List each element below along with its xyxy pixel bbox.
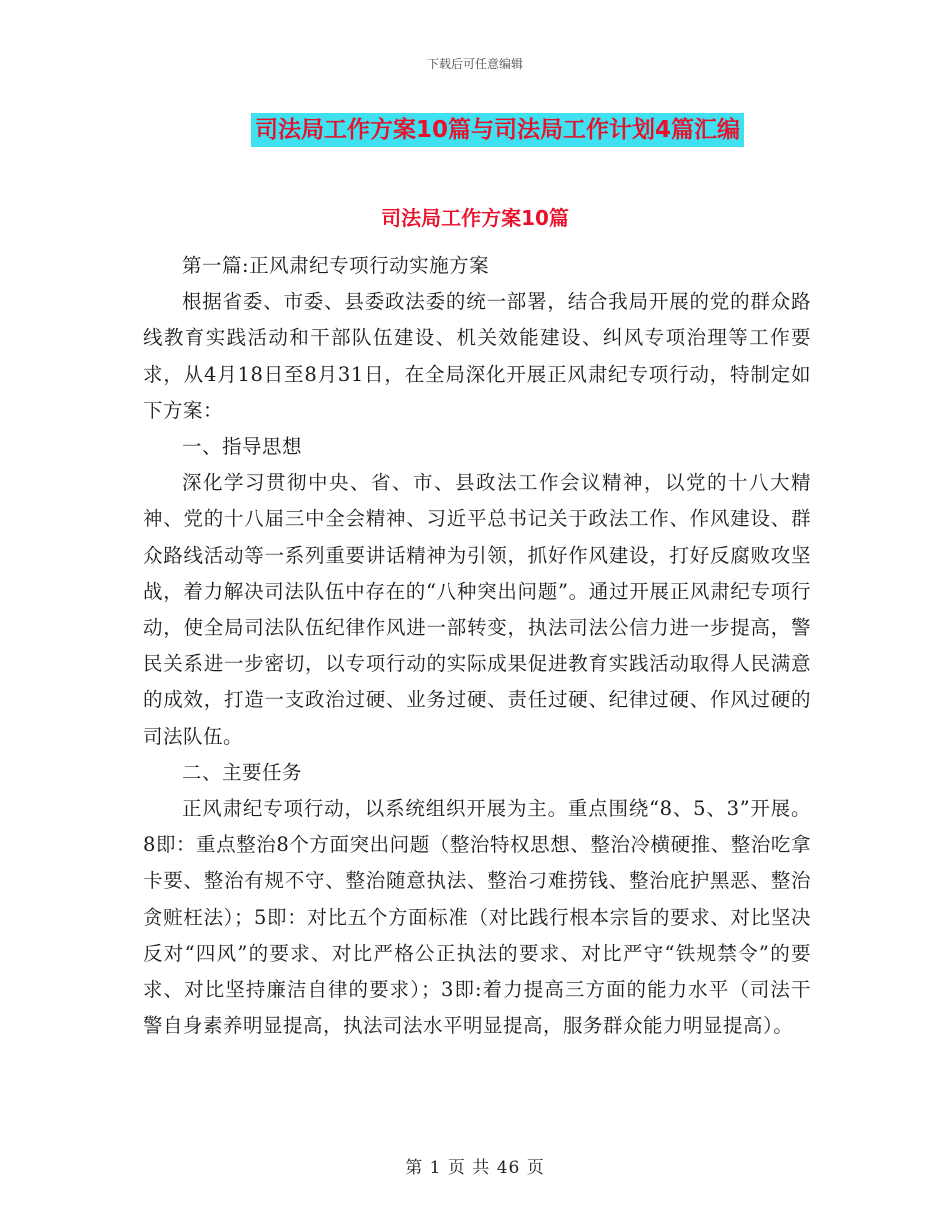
section-title: 司法局工作方案10篇 — [381, 206, 569, 230]
intro-paragraph: 根据省委、市委、县委政法委的统一部署，结合我局开展的党的群众路线教育实践活动和干部队伍建设、机关效能建设、纠风专项治理等工作要求，从4月18日至8月31日，在全局深化开展正风肃纪专项行动，特制定如下方案： — [143, 290, 811, 422]
document-title-wrap — [0, 113, 950, 147]
chapter-heading: 第一篇:正风肃纪专项行动实施方案 — [182, 254, 490, 277]
document-title: 司法局工作方案10篇与司法局工作计划4篇汇编 — [251, 113, 744, 147]
page-footer: 第 1 页 共 46 页 — [405, 1158, 545, 1178]
header-note: 下载后可任意编辑 — [426, 57, 523, 71]
guiding-ideology-paragraph: 深化学习贯彻中央、省、市、县政法工作会议精神，以党的十八大精神、党的十八届三中全会精神、习近平总书记关于政法工作、作风建设、群众路线活动等一系列重要讲话精神为引领，抓好作风建设，打好反腐败攻坚战，着力解决司法队伍中存在的“八种突出问题”。通过开展正风肃纪专项行动，使全局司法队伍纪律作风进一部转变，执法司法公信力进一步提高，警民关系进一步密切，以专项行动的实际成果促进教育实践活动取得人民满意的成效，打造一支政治过硬、业务过硬、责任过硬、纪律过硬、作风过硬的司法队伍。 — [143, 471, 811, 748]
heading-main-tasks: 二、主要任务 — [182, 760, 303, 784]
document-body — [143, 248, 811, 1044]
heading-guiding-ideology: 一、指导思想 — [182, 435, 303, 459]
main-tasks-paragraph: 正风肃纪专项行动，以系统组织开展为主。重点围绕“8、5、3”开展。8即：重点整治8个方面突出问题（整治特权思想、整治冷横硬推、整治吃拿卡要、整治有规不守、整治随意执法、整治刁难捞钱、整治庇护黑恶、整治贪赃枉法）；5即：对比五个方面标准（对比践行根本宗旨的要求、对比坚决反对“四风”的要求、对比严格公正执法的要求、对比严守“铁规禁令”的要求、对比坚持廉洁自律的要求）；3即:着力提高三方面的能力水平（司法干警自身素养明显提高，执法司法水平明显提高，服务群众能力明显提高）。 — [143, 797, 811, 1038]
